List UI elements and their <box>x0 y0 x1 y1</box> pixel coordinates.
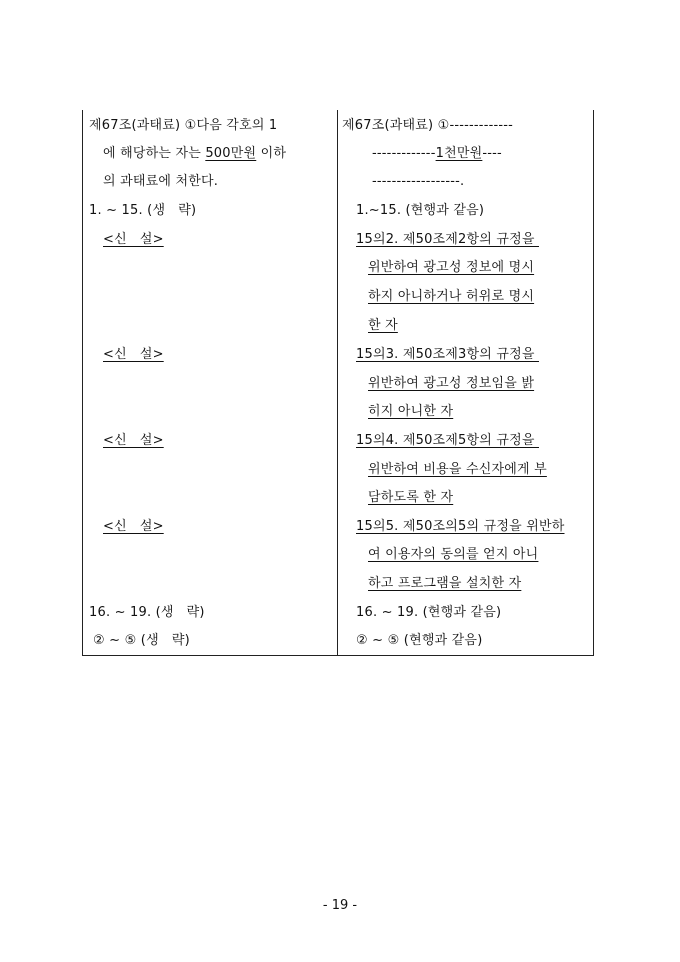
comparison-table <box>82 110 594 656</box>
right-header-line-1: 제67조(과태료) ①------------- <box>342 118 514 133</box>
right-item-1-15: 1.~15. (현행과 같음) <box>356 203 485 218</box>
right-item-15-4-line-2: 위반하여 비용을 수신자에게 부 <box>368 462 547 477</box>
right-header-line-2: -------------1천만원---- <box>372 146 502 161</box>
left-item-1-15: 1. ~ 15. (생 략) <box>89 203 197 218</box>
right-item-15-2-line-3: 하지 아니하거나 허위로 명시 <box>368 289 535 304</box>
left-header-line-2: 에 해당하는 자는 500만원 이하 <box>103 146 287 161</box>
right-item-15-4-line-1: 15의4. 제50조제5항의 규정을 <box>356 433 539 448</box>
left-header-line-3: 의 과태료에 처한다. <box>103 174 219 189</box>
right-item-15-3-line-3: 히지 아니한 자 <box>368 404 454 419</box>
right-fine-amount: 1천만원 <box>435 146 483 161</box>
right-item-15-3-line-2: 위반하여 광고성 정보임을 밝 <box>368 376 535 391</box>
left-item-16-19: 16. ~ 19. (생 략) <box>89 605 205 620</box>
right-item-15-5-line-2: 여 이용자의 동의를 얻지 아니 <box>368 547 539 562</box>
left-fine-amount: 500만원 <box>205 146 257 161</box>
right-item-16-19: 16. ~ 19. (현행과 같음) <box>356 605 502 620</box>
left-item-2-5: ② ~ ⑤ (생 략) <box>93 633 190 648</box>
right-item-15-2-line-1: 15의2. 제50조제2항의 규정을 <box>356 232 539 247</box>
page-number: - 19 - <box>322 898 358 913</box>
right-item-15-2-line-4: 한 자 <box>368 318 398 333</box>
left-new-provision-2: <신 설> <box>103 347 164 362</box>
left-header-line-1: 제67조(과태료) ①다음 각호의 1 <box>89 118 278 133</box>
left-new-provision-4: <신 설> <box>103 519 164 534</box>
right-item-15-2-line-2: 위반하여 광고성 정보에 명시 <box>368 260 535 275</box>
current-law-column <box>83 110 338 655</box>
left-new-provision-1: <신 설> <box>103 232 164 247</box>
right-item-2-5: ② ~ ⑤ (현행과 같음) <box>356 633 483 648</box>
right-item-15-5-line-3: 하고 프로그램을 설치한 자 <box>368 576 522 591</box>
right-header-line-3: ------------------. <box>372 174 465 189</box>
amended-law-column <box>338 110 593 655</box>
right-item-15-4-line-3: 담하도록 한 자 <box>368 490 454 505</box>
right-item-15-3-line-1: 15의3. 제50조제3항의 규정을 <box>356 347 539 362</box>
right-item-15-5-line-1: 15의5. 제50조의5의 규정을 위반하 <box>356 519 565 534</box>
left-new-provision-3: <신 설> <box>103 433 164 448</box>
